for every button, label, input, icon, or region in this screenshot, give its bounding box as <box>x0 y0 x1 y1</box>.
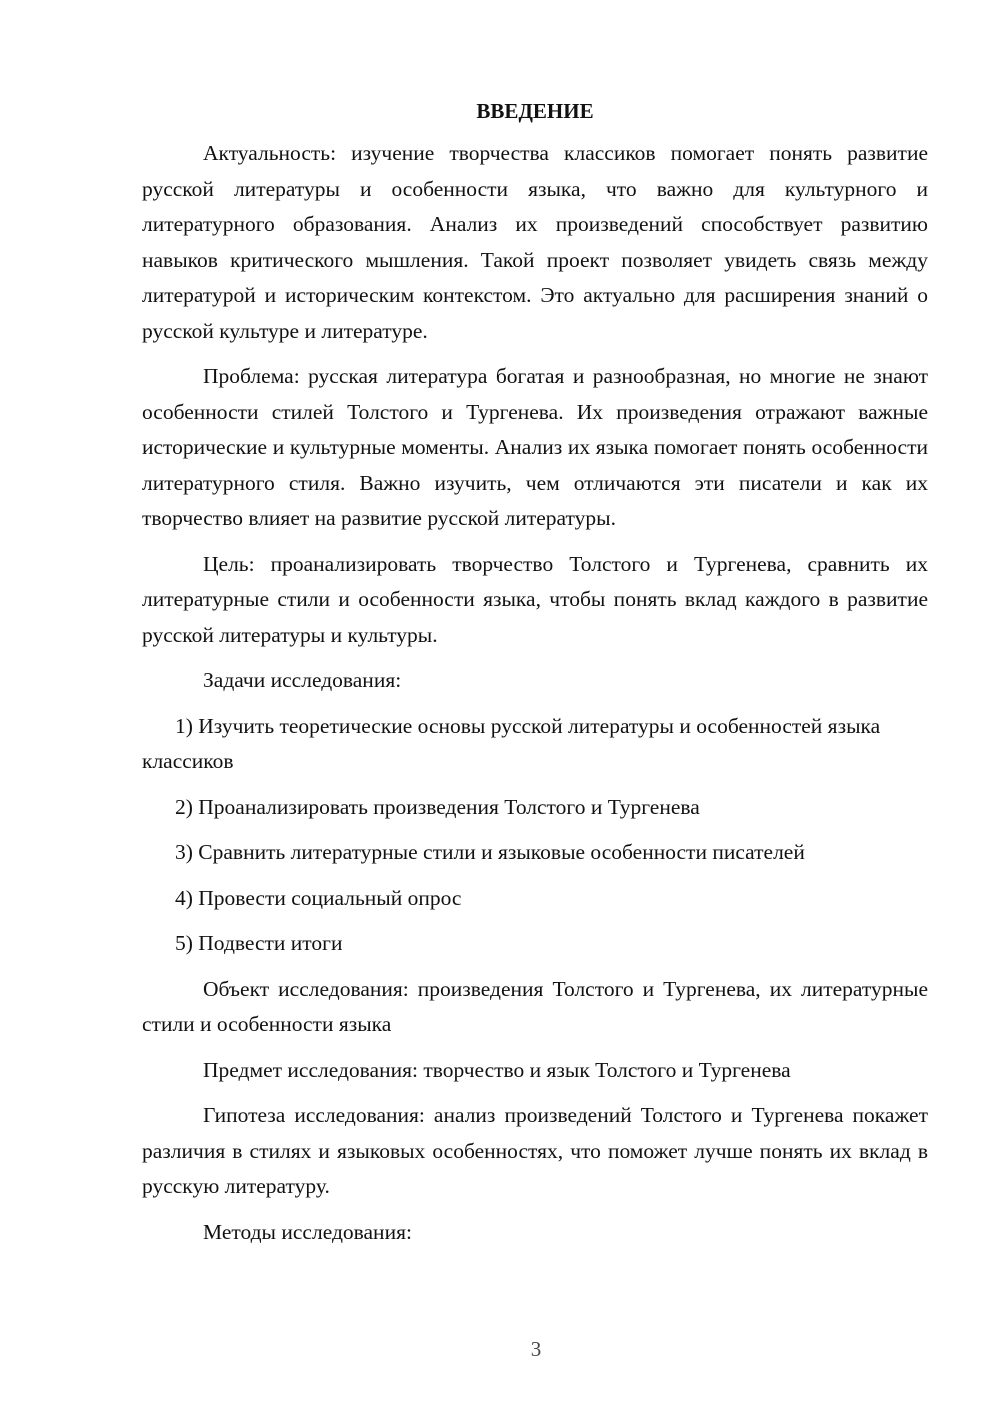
paragraph-object: Объект исследования: произведения Толстого и Тургенева, их литературные стили и особенности языка <box>142 976 928 1036</box>
paragraph-subject: Предмет исследования: творчество и язык Толстого и Тургенева <box>203 1057 791 1082</box>
page-number: 3 <box>530 1337 542 1361</box>
task-item-5: 5) Подвести итоги <box>175 931 343 955</box>
paragraph-goal: Цель: проанализировать творчество Толстого и Тургенева, сравнить их литературные стили и особенности языка, чтобы понять вклад каждого в развитие русской литературы и культуры. <box>142 551 928 647</box>
paragraph-methods-title: Методы исследования: <box>203 1219 412 1244</box>
paragraph-problem: Проблема: русская литература богатая и разнообразная, но многие не знают особенности стилей Толстого и Тургенева. Их произведения отражают важные исторические и культурные моменты. Анализ их языка помогает понять особенности литературного стиля. Важно изучить, чем отличаются эти писатели и как их творчество влияет на развитие русской литературы. <box>142 364 928 530</box>
task-item-2: 2) Проанализировать произведения Толстого и Тургенева <box>175 794 700 819</box>
paragraph-hypothesis: Гипотеза исследования: анализ произведений Толстого и Тургенева покажет различия в стилях и языковых особенностях, что поможет лучше понять их вклад в русскую литературу. <box>142 1103 928 1198</box>
task-item-1: 1) Изучить теоретические основы русской литературы и особенностей языка классиков <box>142 713 881 773</box>
task-item-4: 4) Провести социальный опрос <box>175 885 462 910</box>
task-item-3: 3) Сравнить литературные стили и языковые особенности писателей <box>175 840 805 864</box>
paragraph-tasks-title: Задачи исследования: <box>203 668 402 692</box>
page-content <box>142 96 928 1260</box>
paragraph-relevance: Актуальность: изучение творчества классиков помогает понять развитие русской литературы и особенности языка, что важно для культурного и литературного образования. Анализ их произведений способствует развитию навыков критического мышления. Такой проект позволяет увидеть связь между литературой и историческим контекстом. Это актуально для расширения знаний о русской культуре и литературе. <box>142 141 928 343</box>
section-heading: ВВЕДЕНИЕ <box>476 99 594 123</box>
